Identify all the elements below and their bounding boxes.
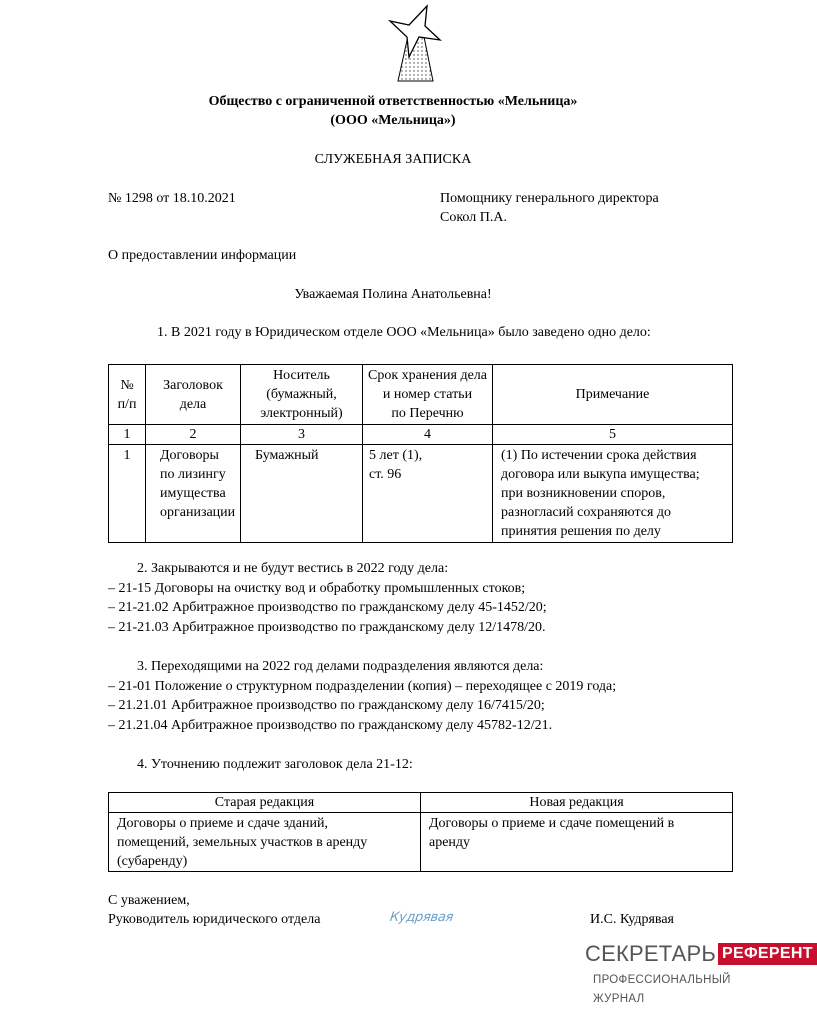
list-item: – 21-21.02 Арбитражное производство по гражданскому делу 45-1452/20; bbox=[108, 600, 547, 615]
row-medium: Бумажный bbox=[241, 445, 363, 543]
addressee-position: Помощнику генерального директора bbox=[440, 191, 659, 206]
row-title: Договоры по лизингу имущества организации bbox=[146, 445, 241, 543]
memo-subject: О предоставлении информации bbox=[108, 248, 297, 263]
new-version-text: Договоры о приеме и сдаче помещений в аренду bbox=[421, 813, 733, 872]
col-number: 2 bbox=[146, 425, 241, 445]
list-item: – 21-15 Договоры на очистку вод и обработку промышленных стоков; bbox=[108, 581, 526, 596]
addressee-name: Сокол П.А. bbox=[440, 210, 507, 225]
document-number-date: № 1298 от 18.10.2021 bbox=[108, 191, 236, 206]
org-short-name: (ООО «Мельница») bbox=[330, 113, 456, 128]
col-number: 1 bbox=[109, 425, 146, 445]
list-item: – 21-01 Положение о структурном подразделении (копия) – переходящее с 2019 года; bbox=[108, 679, 617, 694]
star-logo-icon bbox=[388, 5, 444, 83]
paragraph-2-intro: 2. Закрываются и не будут вестись в 2022 году дела: bbox=[137, 561, 449, 576]
header-cell-num: № п/п bbox=[109, 365, 146, 425]
row-note: (1) По истечении срока действия договора или выкупа имущества; при возникновении споров, разногласий сохраняются до принятия решения по делу bbox=[493, 445, 733, 543]
header-cell-title: Заголовок дела bbox=[146, 365, 241, 425]
table-row bbox=[109, 445, 733, 543]
row-num: 1 bbox=[109, 445, 146, 543]
table-header-row bbox=[109, 365, 733, 425]
watermark-brand-left: СЕКРЕТАРЬ bbox=[585, 941, 717, 966]
title-revision-table bbox=[108, 792, 733, 872]
cases-table bbox=[108, 364, 733, 543]
header-cell-term: Срок хранения дела и номер статьи по Перечню bbox=[363, 365, 493, 425]
header-new-version: Новая редакция bbox=[421, 793, 733, 813]
row-term: 5 лет (1), ст. 96 bbox=[363, 445, 493, 543]
signature: Кудрявая bbox=[388, 910, 455, 925]
watermark-brand-right: РЕФЕРЕНТ bbox=[718, 943, 817, 965]
watermark-subtitle: ПРОФЕССИОНАЛЬНЫЙ ЖУРНАЛ bbox=[593, 974, 731, 1005]
paragraph-1: 1. В 2021 году в Юридическом отделе ООО «Мельница» было заведено одно дело: bbox=[157, 325, 651, 340]
header-old-version: Старая редакция bbox=[109, 793, 421, 813]
table-row bbox=[109, 813, 733, 872]
table-header-row bbox=[109, 793, 733, 813]
col-number: 5 bbox=[493, 425, 733, 445]
signer-title: Руководитель юридического отдела bbox=[108, 912, 321, 927]
closing-phrase: С уважением, bbox=[108, 893, 190, 908]
paragraph-3-intro: 3. Переходящими на 2022 год делами подразделения являются дела: bbox=[137, 659, 544, 674]
column-number-row bbox=[109, 425, 733, 445]
signer-name: И.С. Кудрявая bbox=[590, 912, 674, 927]
magazine-watermark bbox=[585, 941, 813, 1005]
list-item: – 21.21.04 Арбитражное производство по гражданскому делу 45782-12/21. bbox=[108, 718, 553, 733]
document-type: СЛУЖЕБНАЯ ЗАПИСКА bbox=[314, 152, 472, 167]
header-cell-note: Примечание bbox=[493, 365, 733, 425]
header-cell-medium: Носитель (бумажный, электронный) bbox=[241, 365, 363, 425]
col-number: 3 bbox=[241, 425, 363, 445]
list-item: – 21-21.03 Арбитражное производство по гражданскому делу 12/1478/20. bbox=[108, 620, 546, 635]
paragraph-4: 4. Уточнению подлежит заголовок дела 21-12: bbox=[137, 757, 413, 772]
old-version-text: Договоры о приеме и сдаче зданий, помещений, земельных участков в аренду (субаренду) bbox=[109, 813, 421, 872]
col-number: 4 bbox=[363, 425, 493, 445]
list-item: – 21.21.01 Арбитражное производство по гражданскому делу 16/7415/20; bbox=[108, 698, 545, 713]
org-full-name: Общество с ограниченной ответственностью «Мельница» bbox=[208, 94, 578, 109]
greeting: Уважаемая Полина Анатольевна! bbox=[294, 287, 492, 302]
